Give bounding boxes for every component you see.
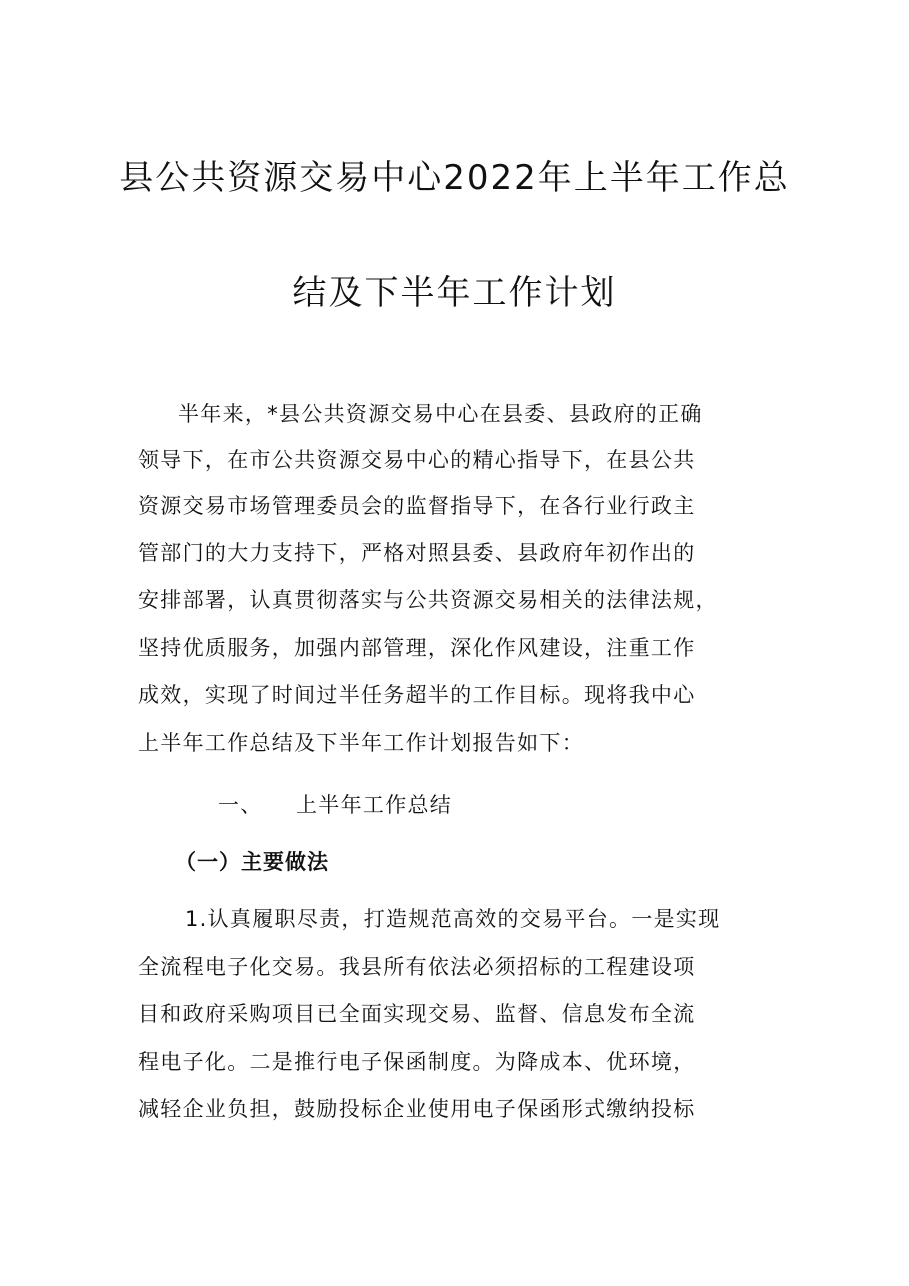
section-heading: [218, 789, 452, 819]
body-line: 全流程电子化交易。我县所有依法必须招标的工程建设项: [138, 955, 696, 979]
body-line: 1.认真履职尽责，打造规范高效的交易平台。一是实现: [185, 907, 721, 931]
section-title: 上半年工作总结: [296, 793, 453, 817]
intro-line: 领导下，在市公共资源交易中心的精心指导下，在县公共: [138, 448, 696, 472]
body-line: 目和政府采购项目已全面实现交易、监督、信息发布全流: [138, 1002, 696, 1026]
intro-line: 半年来，*县公共资源交易中心在县委、县政府的正确: [178, 402, 703, 426]
body-line: 程电子化。二是推行电子保函制度。为降成本、优环境，: [138, 1050, 696, 1074]
intro-line: 资源交易市场管理委员会的监督指导下，在各行业行政主: [138, 494, 696, 518]
intro-line: 安排部署，认真贯彻落实与公共资源交易相关的法律法规，: [138, 588, 718, 612]
intro-line: 管部门的大力支持下，严格对照县委、县政府年初作出的: [138, 541, 696, 565]
subsection-heading: （一）主要做法: [175, 850, 329, 874]
intro-line: 成效，实现了时间过半任务超半的工作目标。现将我中心: [138, 683, 696, 707]
document-title-line-1: 县公共资源交易中心2022年上半年工作总: [119, 158, 790, 198]
document-title-line-2: 结及下半年工作计划: [292, 273, 617, 313]
section-number: 一、: [218, 793, 263, 817]
intro-line: 上半年工作总结及下半年工作计划报告如下：: [138, 731, 584, 755]
body-line: 减轻企业负担，鼓励投标企业使用电子保函形式缴纳投标: [138, 1097, 696, 1121]
intro-line: 坚持优质服务，加强内部管理，深化作风建设，注重工作: [138, 636, 696, 660]
